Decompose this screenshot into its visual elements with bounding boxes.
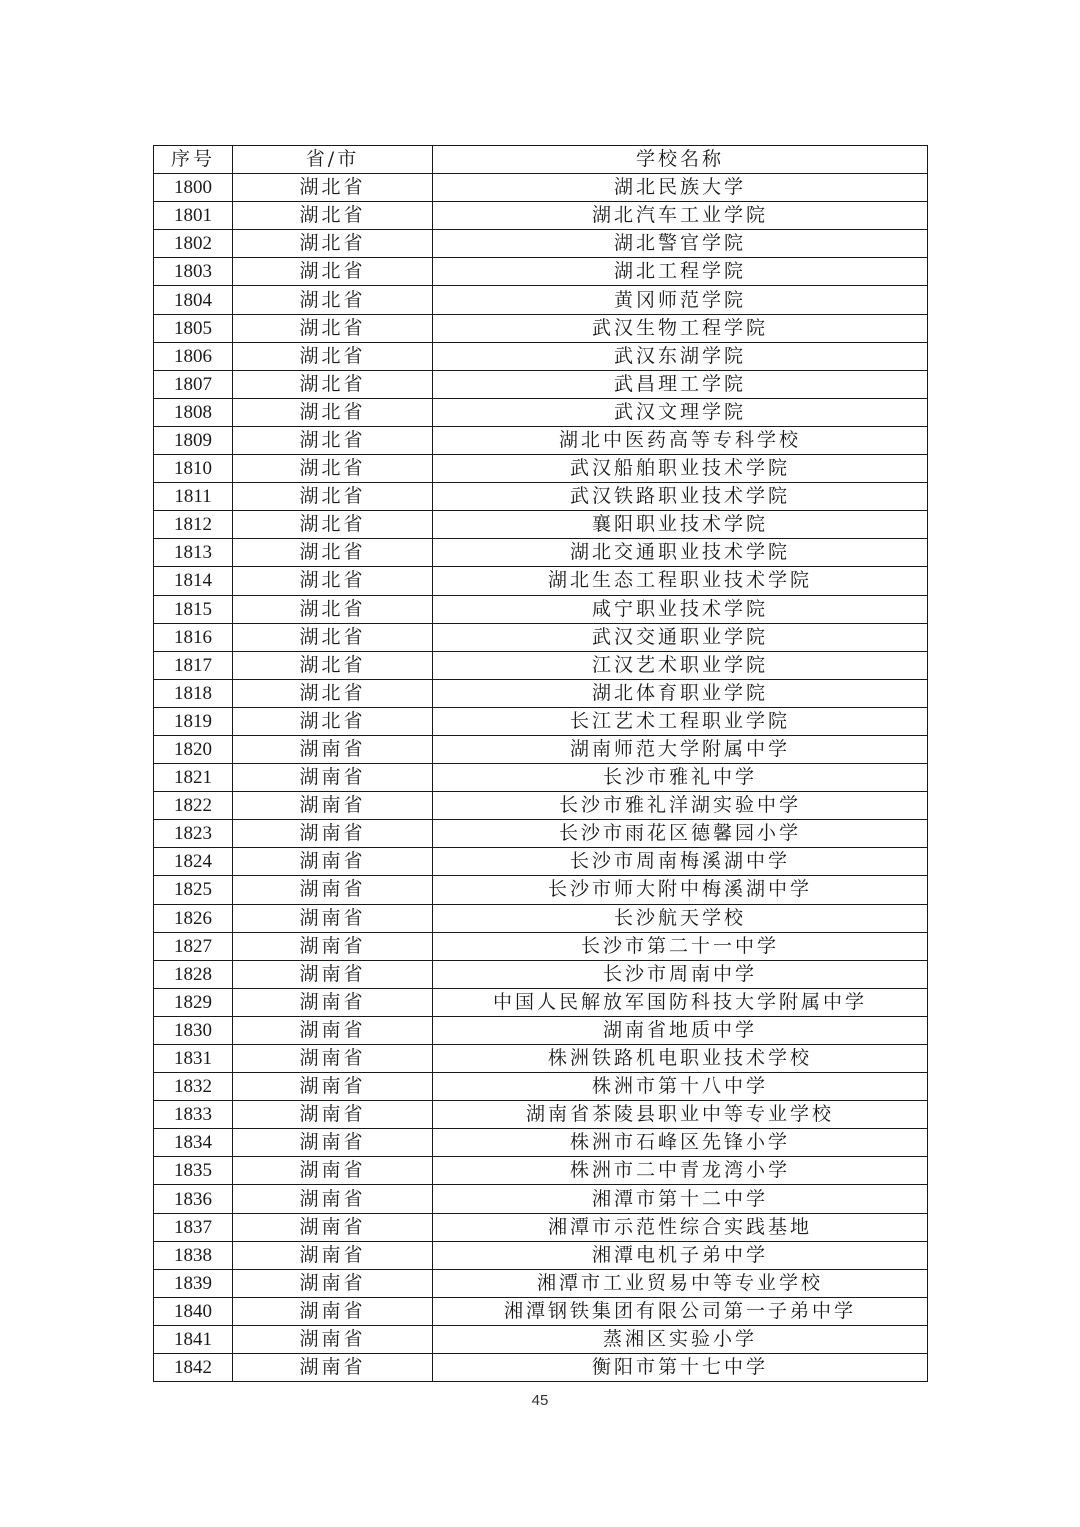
province-cell: 湖南省 <box>233 1073 433 1101</box>
serial-number-cell: 1808 <box>154 398 233 426</box>
school-name-cell: 湖南省地质中学 <box>433 1016 928 1044</box>
province-cell: 湖南省 <box>233 1157 433 1185</box>
school-name-cell: 湖北民族大学 <box>433 174 928 202</box>
province-cell: 湖南省 <box>233 960 433 988</box>
serial-number-cell: 1806 <box>154 342 233 370</box>
province-cell: 湖南省 <box>233 932 433 960</box>
province-cell: 湖南省 <box>233 820 433 848</box>
serial-number-cell: 1825 <box>154 876 233 904</box>
school-name-cell: 湘潭电机子弟中学 <box>433 1241 928 1269</box>
table-row <box>154 1325 928 1353</box>
province-cell: 湖南省 <box>233 792 433 820</box>
province-cell: 湖北省 <box>233 398 433 426</box>
province-cell: 湖北省 <box>233 230 433 258</box>
province-cell: 湖北省 <box>233 483 433 511</box>
table-row <box>154 370 928 398</box>
province-cell: 湖南省 <box>233 1101 433 1129</box>
table-row <box>154 1213 928 1241</box>
table-row <box>154 1101 928 1129</box>
serial-number-cell: 1815 <box>154 595 233 623</box>
table-row <box>154 1045 928 1073</box>
province-cell: 湖北省 <box>233 314 433 342</box>
school-name-cell: 株洲市石峰区先锋小学 <box>433 1129 928 1157</box>
school-name-cell: 武汉铁路职业技术学院 <box>433 483 928 511</box>
table-body <box>154 174 928 1382</box>
table-row <box>154 1297 928 1325</box>
table-row <box>154 455 928 483</box>
table-row <box>154 426 928 454</box>
table-row <box>154 286 928 314</box>
province-cell: 湖南省 <box>233 1269 433 1297</box>
serial-number-cell: 1807 <box>154 370 233 398</box>
table-row <box>154 820 928 848</box>
province-cell: 湖南省 <box>233 904 433 932</box>
table-row <box>154 230 928 258</box>
province-cell: 湖北省 <box>233 623 433 651</box>
province-cell: 湖南省 <box>233 876 433 904</box>
table-row <box>154 1157 928 1185</box>
serial-number-cell: 1827 <box>154 932 233 960</box>
school-name-cell: 长沙航天学校 <box>433 904 928 932</box>
table-row <box>154 1185 928 1213</box>
province-cell: 湖北省 <box>233 511 433 539</box>
province-cell: 湖南省 <box>233 1213 433 1241</box>
school-name-cell: 武昌理工学院 <box>433 370 928 398</box>
school-name-cell: 长沙市雅礼中学 <box>433 764 928 792</box>
province-cell: 湖北省 <box>233 595 433 623</box>
school-list-table <box>153 145 928 1382</box>
school-name-cell: 湖南省茶陵县职业中等专业学校 <box>433 1101 928 1129</box>
table-row <box>154 1129 928 1157</box>
province-cell: 湖北省 <box>233 202 433 230</box>
serial-number-cell: 1805 <box>154 314 233 342</box>
serial-number-cell: 1819 <box>154 707 233 735</box>
serial-number-cell: 1813 <box>154 539 233 567</box>
school-name-cell: 咸宁职业技术学院 <box>433 595 928 623</box>
serial-number-cell: 1821 <box>154 764 233 792</box>
table-row <box>154 174 928 202</box>
table-row <box>154 764 928 792</box>
province-cell: 湖北省 <box>233 567 433 595</box>
table-row <box>154 1073 928 1101</box>
table-row <box>154 735 928 763</box>
serial-number-cell: 1833 <box>154 1101 233 1129</box>
serial-number-cell: 1802 <box>154 230 233 258</box>
province-cell: 湖北省 <box>233 426 433 454</box>
province-cell: 湖北省 <box>233 342 433 370</box>
serial-number-cell: 1822 <box>154 792 233 820</box>
table-row <box>154 539 928 567</box>
province-cell: 湖北省 <box>233 539 433 567</box>
province-cell: 湖南省 <box>233 735 433 763</box>
table-row <box>154 595 928 623</box>
page-number: 45 <box>531 1392 549 1409</box>
province-cell: 湖北省 <box>233 370 433 398</box>
serial-number-cell: 1837 <box>154 1213 233 1241</box>
table-row <box>154 1269 928 1297</box>
province-cell: 湖南省 <box>233 1185 433 1213</box>
serial-number-cell: 1818 <box>154 679 233 707</box>
school-name-cell: 黄冈师范学院 <box>433 286 928 314</box>
serial-number-cell: 1804 <box>154 286 233 314</box>
school-name-cell: 武汉交通职业学院 <box>433 623 928 651</box>
serial-number-cell: 1838 <box>154 1241 233 1269</box>
serial-number-cell: 1834 <box>154 1129 233 1157</box>
school-name-cell: 湖北体育职业学院 <box>433 679 928 707</box>
school-name-cell: 武汉文理学院 <box>433 398 928 426</box>
school-name-cell: 江汉艺术职业学院 <box>433 651 928 679</box>
table-header-row <box>154 146 928 174</box>
school-name-cell: 长沙市师大附中梅溪湖中学 <box>433 876 928 904</box>
serial-number-cell: 1817 <box>154 651 233 679</box>
serial-number-cell: 1835 <box>154 1157 233 1185</box>
school-name-cell: 长沙市雅礼洋湖实验中学 <box>433 792 928 820</box>
table-row <box>154 567 928 595</box>
school-name-cell: 武汉生物工程学院 <box>433 314 928 342</box>
school-name-cell: 中国人民解放军国防科技大学附属中学 <box>433 988 928 1016</box>
header-province: 省/市 <box>233 146 433 174</box>
header-school-name: 学校名称 <box>433 146 928 174</box>
school-name-cell: 长沙市周南梅溪湖中学 <box>433 848 928 876</box>
school-name-cell: 湖北汽车工业学院 <box>433 202 928 230</box>
province-cell: 湖北省 <box>233 707 433 735</box>
header-serial-number: 序号 <box>154 146 233 174</box>
table-row <box>154 1016 928 1044</box>
school-name-cell: 湘潭市工业贸易中等专业学校 <box>433 1269 928 1297</box>
school-name-cell: 湘潭钢铁集团有限公司第一子弟中学 <box>433 1297 928 1325</box>
serial-number-cell: 1803 <box>154 258 233 286</box>
school-name-cell: 株洲铁路机电职业技术学校 <box>433 1045 928 1073</box>
serial-number-cell: 1810 <box>154 455 233 483</box>
serial-number-cell: 1811 <box>154 483 233 511</box>
school-name-cell: 湖北工程学院 <box>433 258 928 286</box>
province-cell: 湖北省 <box>233 174 433 202</box>
serial-number-cell: 1841 <box>154 1325 233 1353</box>
school-name-cell: 湖北交通职业技术学院 <box>433 539 928 567</box>
school-name-cell: 湖北警官学院 <box>433 230 928 258</box>
serial-number-cell: 1842 <box>154 1354 233 1382</box>
table-row <box>154 960 928 988</box>
school-name-cell: 蒸湘区实验小学 <box>433 1325 928 1353</box>
serial-number-cell: 1814 <box>154 567 233 595</box>
school-name-cell: 湘潭市第十二中学 <box>433 1185 928 1213</box>
school-name-cell: 湖南师范大学附属中学 <box>433 735 928 763</box>
table-row <box>154 988 928 1016</box>
province-cell: 湖南省 <box>233 1325 433 1353</box>
serial-number-cell: 1830 <box>154 1016 233 1044</box>
school-name-cell: 湖北生态工程职业技术学院 <box>433 567 928 595</box>
table-row <box>154 623 928 651</box>
table-row <box>154 1241 928 1269</box>
province-cell: 湖南省 <box>233 988 433 1016</box>
school-name-cell: 衡阳市第十七中学 <box>433 1354 928 1382</box>
province-cell: 湖南省 <box>233 1045 433 1073</box>
province-cell: 湖北省 <box>233 258 433 286</box>
province-cell: 湖南省 <box>233 1016 433 1044</box>
province-cell: 湖南省 <box>233 1129 433 1157</box>
school-name-cell: 株洲市第十八中学 <box>433 1073 928 1101</box>
serial-number-cell: 1824 <box>154 848 233 876</box>
province-cell: 湖北省 <box>233 455 433 483</box>
serial-number-cell: 1836 <box>154 1185 233 1213</box>
table-row <box>154 483 928 511</box>
province-cell: 湖北省 <box>233 651 433 679</box>
table-row <box>154 707 928 735</box>
school-name-cell: 襄阳职业技术学院 <box>433 511 928 539</box>
serial-number-cell: 1812 <box>154 511 233 539</box>
school-name-cell: 长江艺术工程职业学院 <box>433 707 928 735</box>
serial-number-cell: 1831 <box>154 1045 233 1073</box>
table-row <box>154 314 928 342</box>
province-cell: 湖南省 <box>233 1354 433 1382</box>
table-row <box>154 342 928 370</box>
province-cell: 湖北省 <box>233 286 433 314</box>
serial-number-cell: 1839 <box>154 1269 233 1297</box>
province-cell: 湖南省 <box>233 1297 433 1325</box>
school-name-cell: 长沙市周南中学 <box>433 960 928 988</box>
table-row <box>154 932 928 960</box>
serial-number-cell: 1828 <box>154 960 233 988</box>
table-row <box>154 792 928 820</box>
serial-number-cell: 1820 <box>154 735 233 763</box>
school-name-cell: 长沙市雨花区德馨园小学 <box>433 820 928 848</box>
province-cell: 湖南省 <box>233 764 433 792</box>
school-name-cell: 株洲市二中青龙湾小学 <box>433 1157 928 1185</box>
table-row <box>154 258 928 286</box>
table-row <box>154 904 928 932</box>
table-row <box>154 679 928 707</box>
school-name-cell: 湘潭市示范性综合实践基地 <box>433 1213 928 1241</box>
school-name-cell: 湖北中医药高等专科学校 <box>433 426 928 454</box>
table-row <box>154 398 928 426</box>
serial-number-cell: 1800 <box>154 174 233 202</box>
serial-number-cell: 1809 <box>154 426 233 454</box>
table-row <box>154 848 928 876</box>
serial-number-cell: 1823 <box>154 820 233 848</box>
table-row <box>154 876 928 904</box>
serial-number-cell: 1832 <box>154 1073 233 1101</box>
table-row <box>154 511 928 539</box>
province-cell: 湖北省 <box>233 679 433 707</box>
serial-number-cell: 1840 <box>154 1297 233 1325</box>
table-row <box>154 202 928 230</box>
school-name-cell: 长沙市第二十一中学 <box>433 932 928 960</box>
table-row <box>154 1354 928 1382</box>
serial-number-cell: 1829 <box>154 988 233 1016</box>
school-name-cell: 武汉船舶职业技术学院 <box>433 455 928 483</box>
school-name-cell: 武汉东湖学院 <box>433 342 928 370</box>
table-row <box>154 651 928 679</box>
province-cell: 湖南省 <box>233 1241 433 1269</box>
serial-number-cell: 1816 <box>154 623 233 651</box>
province-cell: 湖南省 <box>233 848 433 876</box>
serial-number-cell: 1826 <box>154 904 233 932</box>
serial-number-cell: 1801 <box>154 202 233 230</box>
